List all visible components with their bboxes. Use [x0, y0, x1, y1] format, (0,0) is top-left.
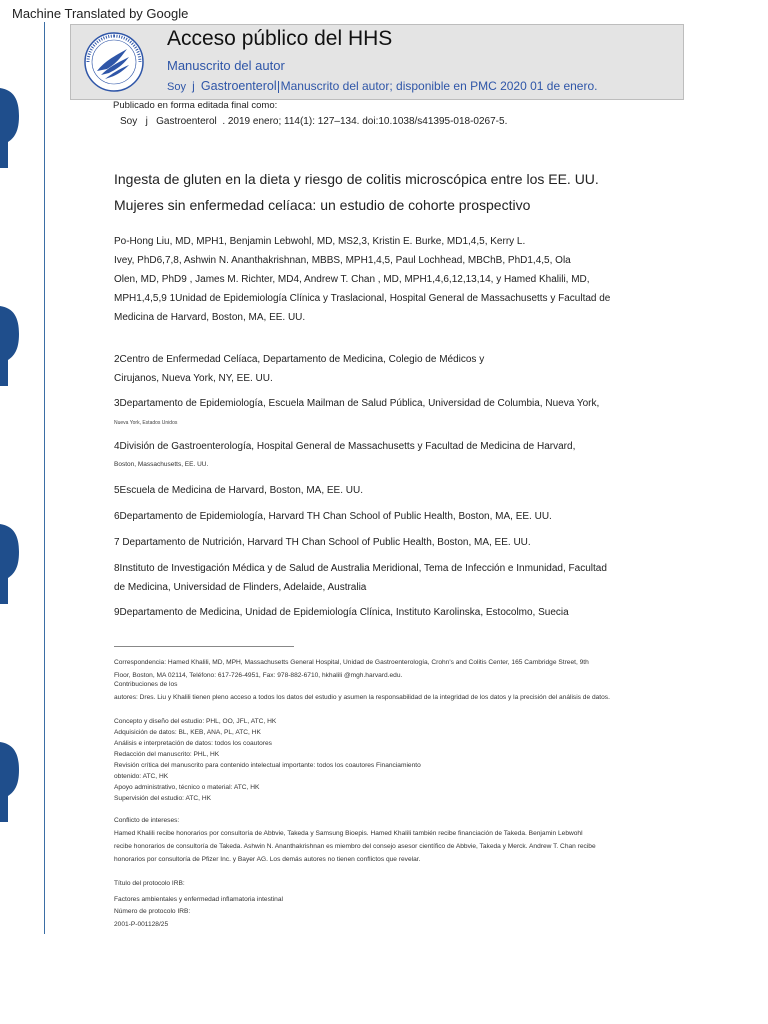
- role-line: Supervisión del estudio: ATC, HK: [114, 795, 211, 802]
- author-line: Ivey, PhD6,7,8, Ashwin N. Ananthakrishnan, MBBS, MPH1,4,5, Paul Lochhead, MBChB, PhD1,4,5, Ola: [114, 255, 571, 266]
- left-margin-rule: [44, 22, 45, 934]
- citation-details: . 2019 enero; 114(1): 127–134. doi:10.1038/s41395-018-0267-5.: [222, 116, 508, 127]
- article-title: [114, 166, 674, 218]
- machine-translated-banner: Machine Translated by Google: [12, 6, 189, 21]
- affiliation-9: 9Departamento de Medicina, Unidad de Epidemiología Clínica, Instituto Karolinska, Estocolmo, Suecia: [114, 607, 569, 618]
- journal-availability-line: [167, 79, 598, 93]
- role-line: obtenido: ATC, HK: [114, 773, 169, 780]
- title-line: Ingesta de gluten en la dieta y riesgo de colitis microscópica entre los EE. UU.: [114, 171, 599, 187]
- role-line: Adquisición de datos: BL, KEB, ANA, PL, ATC, HK: [114, 729, 261, 736]
- header-title: Acceso público del HHS: [167, 27, 393, 50]
- affiliation-7: 7 Departamento de Nutrición, Harvard TH Chan School of Public Health, Boston, MA, EE. UU.: [114, 537, 531, 548]
- citation-journal: Gastroenterol: [156, 116, 217, 127]
- citation-journal: Soy: [120, 116, 138, 127]
- margin-marker-icon: [0, 742, 20, 822]
- conflict-line: recibe honorarios de consultoría de Takeda. Ashwin N. Ananthakrishnan es miembro del consejo asesor científico de Abbvie, Takeda y Merck. Andrew T. Chan recibe: [114, 843, 596, 850]
- published-label: Publicado en forma editada final como:: [113, 100, 278, 111]
- irb-title-label: Título del protocolo IRB:: [114, 880, 185, 887]
- affiliation-line: Cirujanos, Nueva York, NY, EE. UU.: [114, 373, 273, 384]
- role-line: Revisión crítica del manuscrito para contenido intelectual importante: todos los coautores Financiamiento: [114, 762, 421, 769]
- contributions-heading: Contribuciones de los: [114, 681, 178, 688]
- affiliation-5: 5Escuela de Medicina de Harvard, Boston, MA, EE. UU.: [114, 485, 364, 496]
- contributions-text: autores: Dres. Liu y Khalili tienen pleno acceso a todos los datos del estudio y asumen la responsabilidad de la integridad de los datos y la precisión del análisis de datos.: [114, 694, 610, 701]
- hhs-header: [70, 24, 684, 100]
- role-line: Apoyo administrativo, técnico o material: ATC, HK: [114, 784, 260, 791]
- conflict-of-interest: [114, 814, 674, 866]
- citation-journal: j: [145, 116, 148, 127]
- author-line: Medicina de Harvard, Boston, MA, EE. UU.: [114, 312, 306, 323]
- correspondence-line: Floor, Boston, MA 02114, Teléfono: 617-726-4951, Fax: 978-882-6710, hkhalili @mgh.harvard.edu.: [114, 672, 403, 679]
- footnote-separator: [114, 646, 294, 647]
- margin-marker-icon: [0, 306, 20, 386]
- role-line: Concepto y diseño del estudio: PHL, OO, JFL, ATC, HK: [114, 718, 277, 725]
- correspondence-note: [114, 657, 674, 703]
- journal-abbr: j: [192, 79, 195, 93]
- availability-text: Manuscrito del autor; disponible en PMC 2020 01 de enero.: [280, 79, 598, 93]
- irb-protocol: [114, 878, 674, 931]
- affiliation-6: 6Departamento de Epidemiología, Harvard TH Chan School of Public Health, Boston, MA, EE. UU.: [114, 511, 552, 522]
- affiliation-line: 8Instituto de Investigación Médica y de Salud de Australia Meridional, Tema de Infección e Inmunidad, Facultad: [114, 563, 607, 574]
- affiliation-2: [114, 350, 674, 388]
- affiliation-3: 3Departamento de Epidemiología, Escuela Mailman de Salud Pública, Universidad de Columbia, Nueva York,: [114, 398, 600, 409]
- irb-number: 2001-P-001128/25: [114, 920, 169, 928]
- role-line: Análisis e interpretación de datos: todos los coautores: [114, 740, 272, 747]
- author-list: [114, 232, 674, 327]
- affiliation-4: 4División de Gastroenterología, Hospital General de Massachusetts y Facultad de Medicina de Harvard,: [114, 441, 576, 452]
- author-roles: [114, 716, 674, 804]
- journal-abbr: Gastroenterol: [200, 79, 277, 93]
- conflict-heading: Conflicto de intereses:: [114, 817, 180, 824]
- author-line: Olen, MD, PhD9 , James M. Richter, MD4, Andrew T. Chan , MD, MPH1,4,6,12,13,14, y Hamed Khalili, MD,: [114, 274, 590, 285]
- title-line: Mujeres sin enfermedad celíaca: un estudio de cohorte prospectivo: [114, 197, 531, 213]
- role-line: Redacción del manuscrito: PHL, HK: [114, 751, 220, 758]
- published-citation: [120, 116, 507, 127]
- hhs-seal-icon: [83, 31, 145, 93]
- author-manuscript-link[interactable]: Manuscrito del autor: [167, 58, 285, 73]
- affiliation-3-location: Nueva York, Estados Unidos: [114, 420, 178, 426]
- author-line: MPH1,4,5,9 1Unidad de Epidemiología Clínica y Traslacional, Hospital General de Massachusetts y Facultad de: [114, 293, 611, 304]
- conflict-line: Hamed Khalili recibe honorarios por consultoría de Abbvie, Takeda y Samsung Bioepis. Hamed Khalili también recibe financiación de Takeda. Benjamin Lebwohl: [114, 830, 583, 837]
- correspondence-line: Correspondencia: Hamed Khalili, MD, MPH, Massachusetts General Hospital, Unidad de Gastroenterología, Crohn's and Colitis Center, 165 Cambridge Street, 9th: [114, 659, 589, 666]
- irb-title: Factores ambientales y enfermedad inflamatoria intestinal: [114, 895, 283, 903]
- affiliation-line: 2Centro de Enfermedad Celíaca, Departamento de Medicina, Colegio de Médicos y: [114, 354, 485, 365]
- journal-abbr: Soy: [167, 81, 186, 93]
- author-line: Po-Hong Liu, MD, MPH1, Benjamin Lebwohl, MD, MS2,3, Kristin E. Burke, MD1,4,5, Kerry L.: [114, 236, 526, 247]
- affiliation-4-location: Boston, Massachusetts, EE. UU.: [114, 461, 209, 468]
- affiliation-line: de Medicina, Universidad de Flinders, Adelaide, Australia: [114, 582, 367, 593]
- conflict-line: honorarios por consultoría de Pfizer Inc. y Bayer AG. Los demás autores no tienen conflictos que revelar.: [114, 856, 421, 863]
- margin-marker-icon: [0, 524, 20, 604]
- margin-marker-icon: [0, 88, 20, 168]
- affiliation-8: [114, 559, 674, 597]
- irb-number-label: Número de protocolo IRB:: [114, 908, 191, 915]
